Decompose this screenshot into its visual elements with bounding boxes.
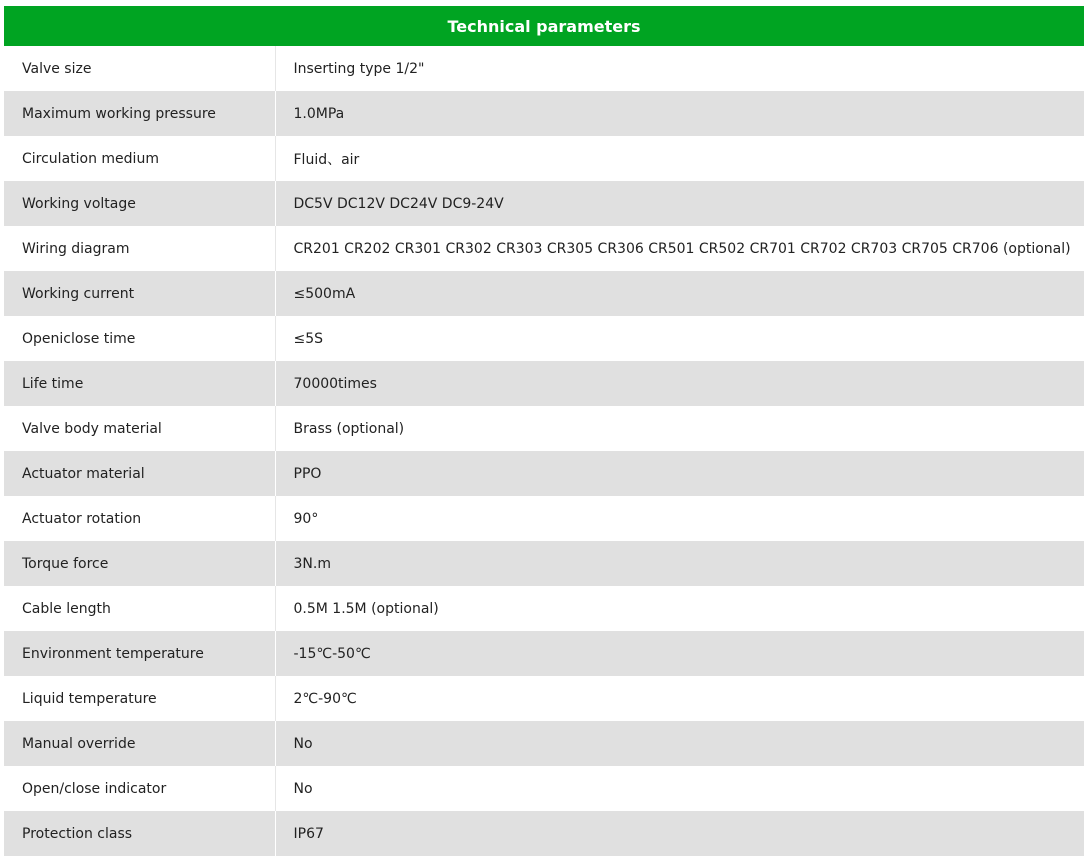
param-value: DC5V DC12V DC24V DC9-24V: [293, 195, 504, 212]
param-value: No: [293, 735, 313, 752]
param-label: Working current: [4, 271, 275, 316]
table-row: [4, 631, 1084, 676]
table-row: [4, 721, 1084, 766]
table-row: [4, 541, 1084, 586]
parameters-table: [4, 46, 1084, 856]
param-label: Protection class: [4, 811, 275, 856]
table-row: [4, 271, 1084, 316]
param-value: ≤500mA: [293, 285, 356, 302]
table-row: [4, 361, 1084, 406]
table-row: [4, 91, 1084, 136]
param-label: Cable length: [4, 586, 275, 631]
table-row: [4, 226, 1084, 271]
param-label: Circulation medium: [4, 136, 275, 181]
table-row: [4, 811, 1084, 856]
param-label: Open/close indicator: [4, 766, 275, 811]
param-value: 1.0MPa: [293, 105, 345, 122]
param-label: Environment temperature: [4, 631, 275, 676]
param-value: CR201 CR202 CR301 CR302 CR303 CR305 CR306 CR501 CR502 CR701 CR702 CR703 CR705 CR706 (optional): [293, 240, 1071, 257]
param-value: No: [293, 780, 313, 797]
param-value: 70000times: [293, 375, 377, 392]
param-label: Working voltage: [4, 181, 275, 226]
table-title: Technical parameters: [4, 6, 1084, 46]
param-value: ≤5S: [293, 330, 324, 347]
param-label: Actuator material: [4, 451, 275, 496]
param-label: Maximum working pressure: [4, 91, 275, 136]
param-label: Torque force: [4, 541, 275, 586]
param-value: Brass (optional): [293, 420, 405, 437]
table-row: [4, 451, 1084, 496]
param-label: Life time: [4, 361, 275, 406]
param-label: Valve size: [4, 46, 275, 91]
param-label: Wiring diagram: [4, 226, 275, 271]
technical-parameters-table: [4, 6, 1084, 856]
table-row: [4, 316, 1084, 361]
param-value: Fluid、air: [293, 151, 360, 168]
param-value: -15℃-50℃: [293, 645, 371, 662]
table-row: [4, 181, 1084, 226]
table-row: [4, 586, 1084, 631]
param-label: Liquid temperature: [4, 676, 275, 721]
param-value: IP67: [293, 825, 324, 842]
param-value: 0.5M 1.5M (optional): [293, 600, 439, 617]
param-label: Manual override: [4, 721, 275, 766]
param-value: Inserting type 1/2": [293, 60, 425, 77]
table-row: [4, 766, 1084, 811]
param-value: PPO: [293, 465, 322, 482]
param-value: 90°: [293, 510, 319, 527]
table-row: [4, 136, 1084, 181]
table-row: [4, 406, 1084, 451]
param-value: 2℃-90℃: [293, 690, 357, 707]
param-label: Valve body material: [4, 406, 275, 451]
table-row: [4, 676, 1084, 721]
param-value: 3N.m: [293, 555, 331, 572]
table-row: [4, 46, 1084, 91]
table-row: [4, 496, 1084, 541]
param-label: Openiclose time: [4, 316, 275, 361]
param-label: Actuator rotation: [4, 496, 275, 541]
